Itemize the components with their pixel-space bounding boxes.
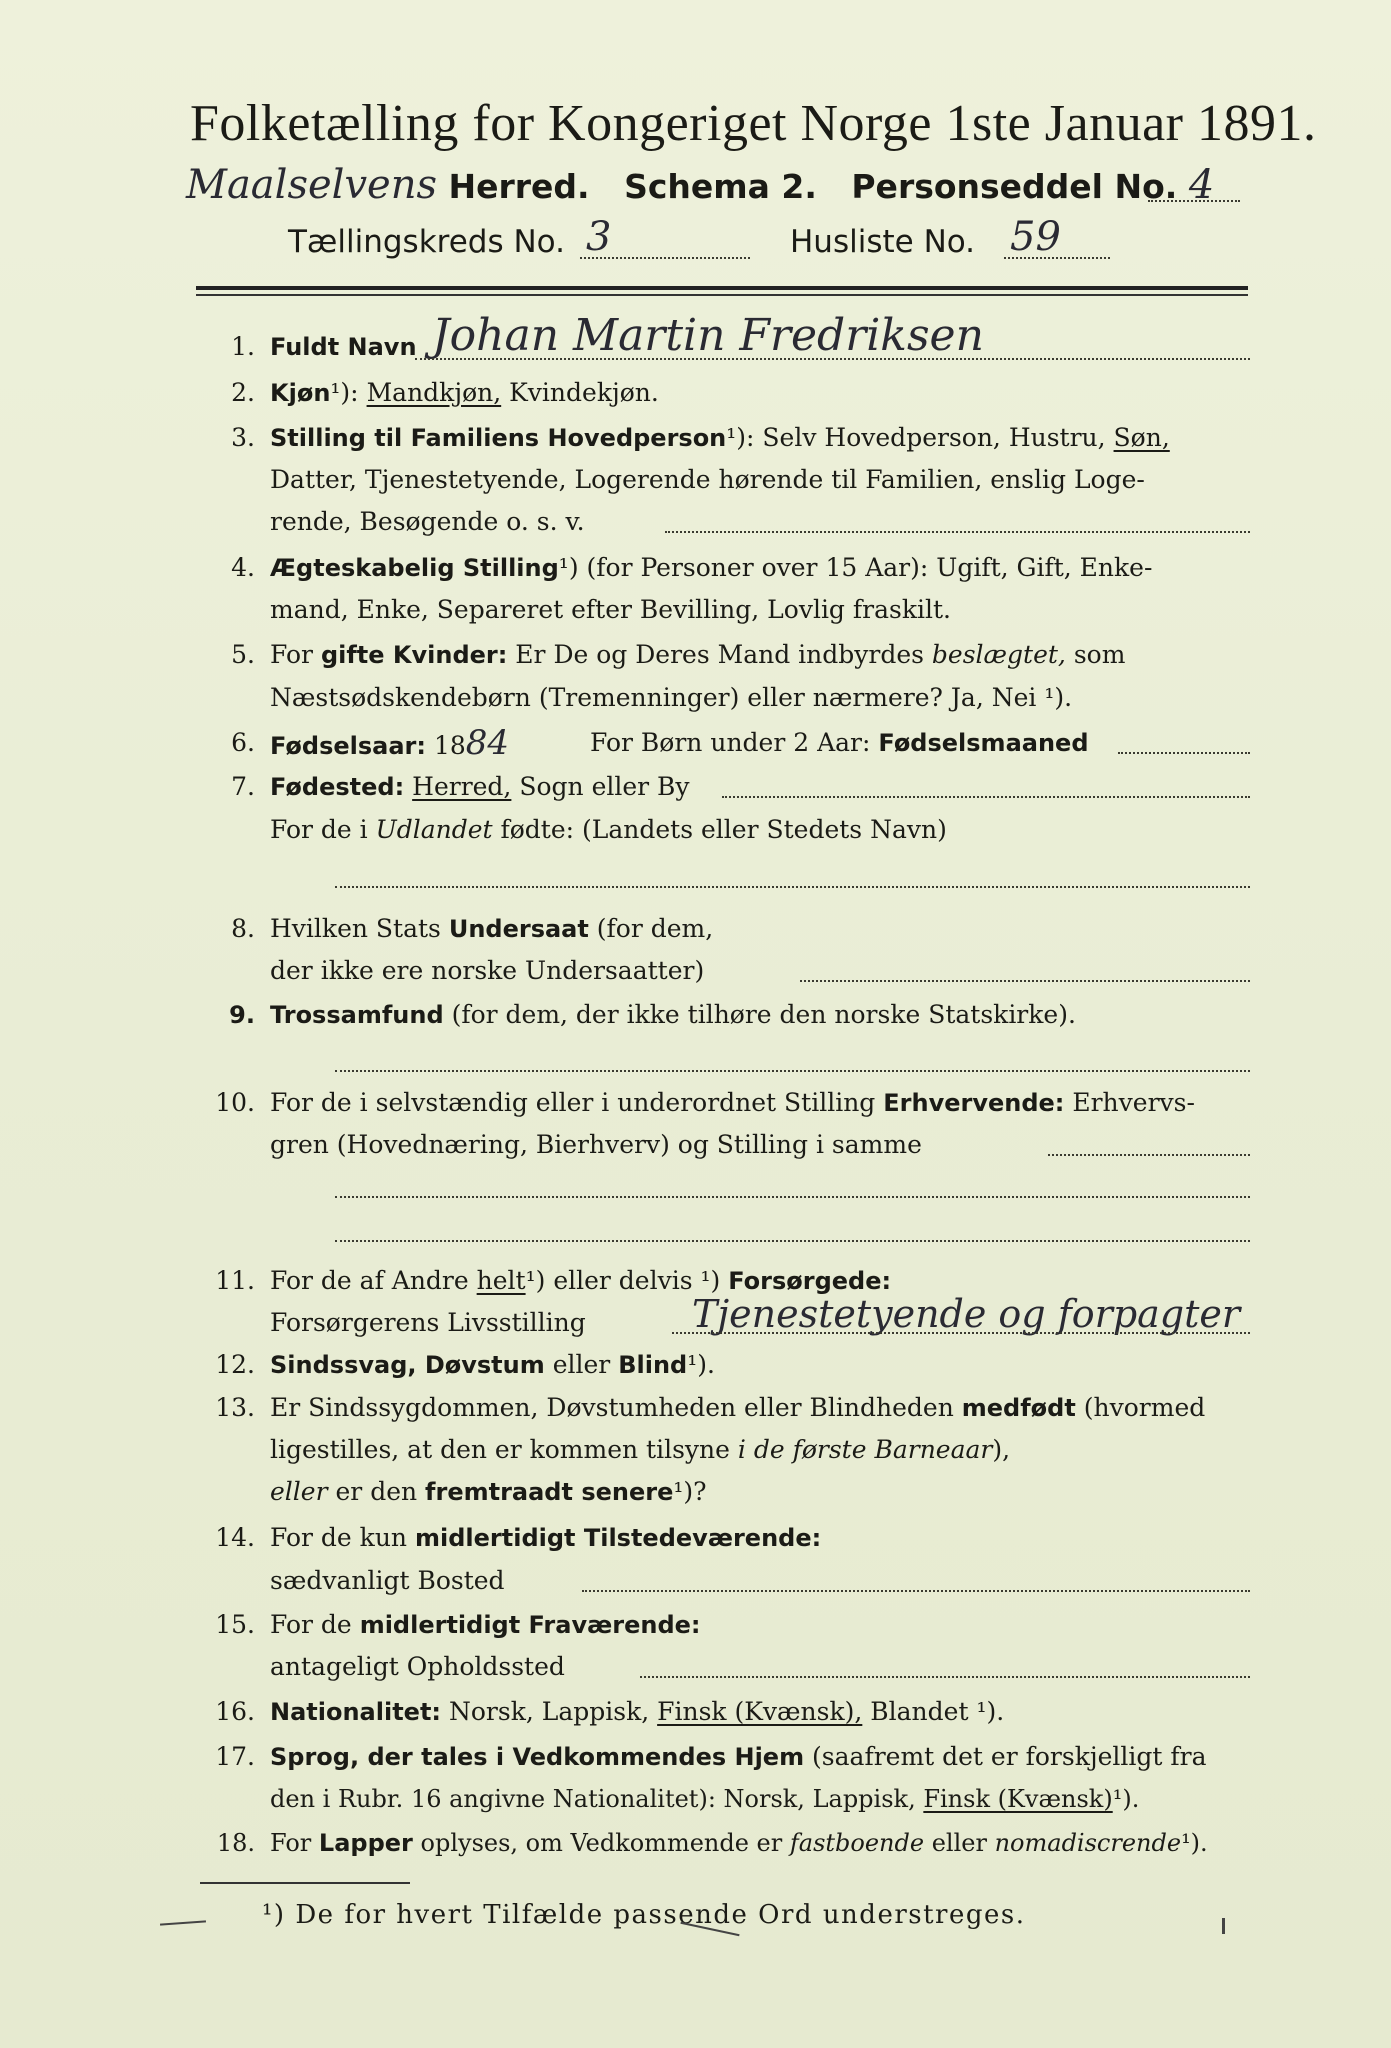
field-17-label: Sprog, der tales i Vedkommendes Hjem [270,1743,805,1771]
field-7-num: 7. [231,772,255,801]
field-5-line1a: Er De og Deres Mand indbyrdes [515,640,924,669]
kreds-value: 3 [586,214,612,260]
field-11-line1a: For de af Andre [270,1266,469,1295]
field-10-num: 10. [215,1088,255,1117]
field-12-num: 12. [215,1350,255,1379]
field-5-label: gifte Kvinder: [320,641,508,669]
personseddel-dots [1148,200,1240,202]
field-4-line1: ¹) (for Personer over 15 Aar): Ugift, Gift, Enke- [558,553,1153,582]
husliste-value: 59 [1010,214,1061,260]
personseddel-label: Personseddel No. [851,167,1178,206]
option-helt: helt [476,1266,526,1295]
field-9-line1: (for dem, der ikke tilhøre den norske Statskirke). [451,1000,1076,1029]
field-3-label: Stilling til Familiens Hovedperson [270,424,727,452]
field-2-note: ¹): [330,378,359,407]
field-13-line3c: ¹)? [673,1477,707,1506]
option-finsk: Finsk (Kvænsk), [657,1697,863,1726]
kreds-dots [580,257,750,259]
field-5-pre: For [270,640,313,669]
option-fastboende: fastboende [789,1829,925,1857]
kreds-label: Tællingskreds No. [288,224,565,260]
field-11-label: Forsørgede: [728,1267,892,1295]
option-nomadiserende: nomadiscrende [994,1829,1182,1857]
field-10-label: Erhvervende: [883,1089,1065,1117]
field-18-label: Lapper [318,1829,413,1857]
footnote-rule [200,1882,410,1884]
field-18-line1a: oplyses, om Vedkommende er [420,1829,783,1857]
field-14-label: midlertidigt Tilstedeværende: [414,1524,822,1552]
schema-label: Schema 2. [624,167,817,206]
field-6-label: Fødselsaar: [270,732,426,760]
erhverv-dots-3 [335,1240,1250,1242]
field-14-num: 14. [215,1523,255,1552]
field-13-line1b: (hvormed [1083,1393,1206,1422]
field-16-post: Blandet ¹). [870,1697,1005,1726]
opholdssted-dots [640,1676,1250,1678]
herred-label: Herred. [448,167,590,206]
field-3-line1: ¹): Selv Hovedperson, Hustru, [726,423,1106,452]
field-12-mid: eller [552,1350,611,1379]
bosted-dots [582,1590,1250,1592]
field-6-b [590,728,1190,758]
birthyear-prefix: 18 [433,731,466,760]
ink-mark-right [1222,1918,1225,1934]
field-7-line2b: Udlandet [375,815,493,844]
field-15-pre: For de [270,1610,352,1639]
field-13-line2c: ), [992,1435,1011,1464]
field-3-num: 3. [231,423,255,452]
field-13-line2a: ligestilles, at den er kommen tilsyne [270,1435,730,1464]
name-dots [415,358,1250,360]
forsorger-value: Tjenestetyende og forpagter [692,1292,1241,1336]
field-5-line2: Næstsødskendebørn (Tremenninger) eller nærmere? Ja, Nei ¹). [270,683,1073,712]
field-17-line2a: den i Rubr. 16 angivne Nationalitet): Norsk, Lappisk, [270,1785,916,1813]
field-18-post: ¹). [1181,1829,1208,1857]
field-11-line1b: ¹) eller delvis ¹) [525,1266,721,1295]
field-5-line1b: beslægtet, [931,640,1066,669]
field-6-mid: For Børn under 2 Aar: [590,728,871,757]
option-son: Søn, [1113,423,1170,452]
field-14-line2: sædvanligt Bosted [270,1566,505,1595]
field-13-label2: fremtraadt senere [425,1478,674,1506]
erhverv-dots-2 [335,1196,1250,1198]
field-6-num: 6. [231,728,255,757]
field-3-line3: rende, Besøgende o. s. v. [270,507,585,536]
ink-mark-left [160,1920,206,1925]
field-7-label: Fødested: [270,773,405,801]
husliste-label: Husliste No. [790,224,976,260]
field-13-line3a: eller [270,1477,328,1506]
field-13-line2b: i de første Barneaar [737,1435,993,1464]
field-5-num: 5. [231,640,255,669]
field-18-num: 18. [216,1829,255,1857]
field-9-num: 9. [229,1001,255,1029]
personseddel-value: 4 [1188,162,1215,208]
field-15-num: 15. [215,1610,255,1639]
fodselsmaaned-dots [1118,752,1250,754]
field-9-label: Trossamfund [270,1001,444,1029]
field-13-label: medfødt [961,1394,1076,1422]
field-18-mid: eller [931,1829,987,1857]
field-15-label: midlertidigt Fraværende: [359,1611,701,1639]
option-mandkjon: Mandkjøn, [366,378,502,407]
field-7-line2a: For de i [270,815,368,844]
field-4-label: Ægteskabelig Stilling [270,554,559,582]
forsorger-dots [672,1332,1250,1334]
field-16-num: 16. [215,1697,255,1726]
udland-dots [335,886,1250,888]
field-15-line2: antageligt Opholdssted [270,1652,565,1681]
field-2-num: 2. [231,378,255,407]
field-12-label: Sindssvag, Døvstum [270,1351,545,1379]
name-value: Johan Martin Fredriksen [432,310,984,361]
field-1-num: 1. [231,332,255,361]
field-16-pre: Norsk, Lappisk, [448,1697,650,1726]
header-rule-thin [196,294,1248,296]
field-3-line2: Datter, Tjenestetyende, Logerende hørende til Familien, enslig Loge- [270,465,1145,494]
option-finsk-sprog: Finsk (Kvænsk) [923,1785,1113,1813]
field-10-line2: gren (Hovednæring, Bierhverv) og Stilling i samme [270,1130,922,1159]
trossamfund-dots [335,1070,1250,1072]
option-kvindekjon: Kvindekjøn. [509,378,659,407]
field-8-num: 8. [231,914,255,943]
field-17-line1: (saafremt det er forskjelligt fra [812,1742,1207,1771]
field-4-num: 4. [231,553,255,582]
field-12-label2: Blind [618,1351,688,1379]
field-11-line2: Forsørgerens Livsstilling [270,1308,586,1337]
field-13-line1a: Er Sindssygdommen, Døvstumheden eller Blindheden [270,1393,954,1422]
field-11-num: 11. [215,1266,255,1295]
field-12-note: ¹). [687,1350,715,1379]
field-14-pre: For de kun [270,1523,408,1552]
field-10-line1: For de i selvstændig eller i underordnet Stilling [270,1088,876,1117]
footnote: ¹) De for hvert Tilfælde passende Ord understreges. [262,1900,1026,1930]
fodested-dots [722,796,1250,798]
erhverv-dots-1 [1048,1154,1250,1156]
field-7-line2c: fødte: (Landets eller Stedets Navn) [500,815,947,844]
form-title: Folketælling for Kongeriget Norge 1ste Januar 1891. [190,95,1317,152]
field-5-line1c: som [1073,640,1126,669]
field-17-line2b: ¹). [1112,1785,1140,1813]
field-13-num: 13. [215,1393,255,1422]
field-6-label2: Fødselsmaaned [878,729,1089,757]
herred-line [186,162,1214,208]
field-16-label: Nationalitet: [270,1698,442,1726]
field-10-line1b: Erhvervs- [1072,1088,1195,1117]
header-rule [196,286,1248,290]
field-4-line2: mand, Enke, Separeret efter Bevilling, Lovlig fraskilt. [270,595,951,624]
field-8-line1: (for dem, [596,914,714,943]
field-13-line3b: er den [335,1477,418,1506]
field-18-pre: For [270,1829,312,1857]
option-herred: Herred, [412,772,512,801]
undersaat-dots [800,980,1250,982]
field-3-dots [665,531,1250,533]
husliste-dots [1004,257,1110,259]
field-8-line2: der ikke ere norske Undersaatter) [270,956,705,985]
field-1-label: Fuldt Navn [270,333,417,361]
field-2-label: Kjøn [270,379,331,407]
field-8-label: Undersaat [448,915,589,943]
birthyear-value: 84 [465,723,510,763]
herred-value: Maalselvens [186,162,437,208]
field-7-rest: Sogn eller By [519,772,690,801]
field-17-num: 17. [215,1742,255,1771]
field-8-pre: Hvilken Stats [270,914,441,943]
